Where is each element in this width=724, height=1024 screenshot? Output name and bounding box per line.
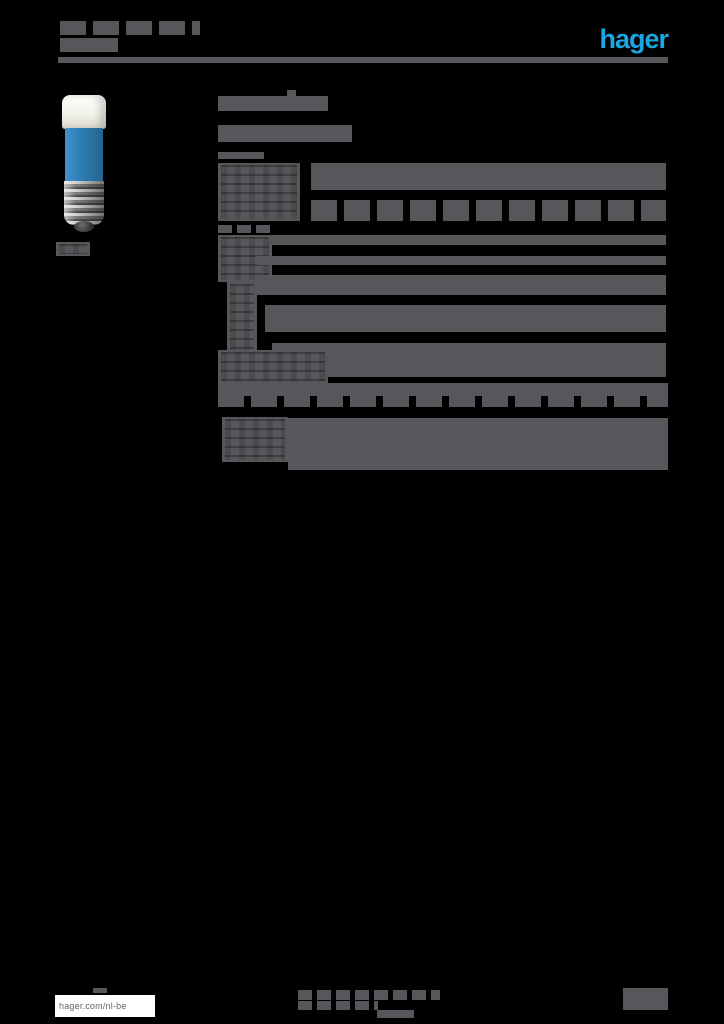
led-lamp-image [57,90,112,237]
table-stripe [218,383,668,396]
spec-label-column [227,282,257,355]
spec-label-block [218,235,272,282]
table-stripe [328,350,666,377]
table-stripe [257,256,666,265]
section-heading-bar [218,125,352,142]
table-stripe [272,343,666,350]
spec-value-block [288,418,668,470]
footer-website-box [55,995,155,1017]
heading-accent-tick [287,90,296,96]
photo-caption-bar [56,242,90,256]
footer-page-block [623,988,668,1010]
lamp-screw-base [64,181,104,225]
header-rule [58,57,668,63]
table-stripe [272,235,666,245]
footer-center-line-1 [298,990,440,1000]
footer-center-line-2 [298,1001,378,1010]
product-photo [57,90,112,237]
hager-logo: hager [599,24,668,54]
title-line-2 [60,38,118,52]
footer-tick [93,988,107,993]
lamp-blue-body [65,128,103,181]
lamp-contact-tip [74,221,94,232]
lamp-white-cap [62,95,106,129]
table-stripe [265,305,666,332]
row-caption-bar [218,152,264,159]
spec-value-bar [311,163,666,190]
spec-label-block [218,350,328,383]
table-stripe-text [218,396,668,407]
footer-center-line-3 [377,1010,414,1018]
footer-website-link[interactable]: hager.com/nl-be [59,1001,127,1011]
spec-label-block [222,417,288,462]
spec-label-block [218,163,300,221]
spec-value-bar [311,200,666,221]
product-heading-bar [218,96,328,111]
title-line-1 [60,21,200,35]
table-stripe [257,275,666,295]
row-caption-bar [218,225,272,233]
